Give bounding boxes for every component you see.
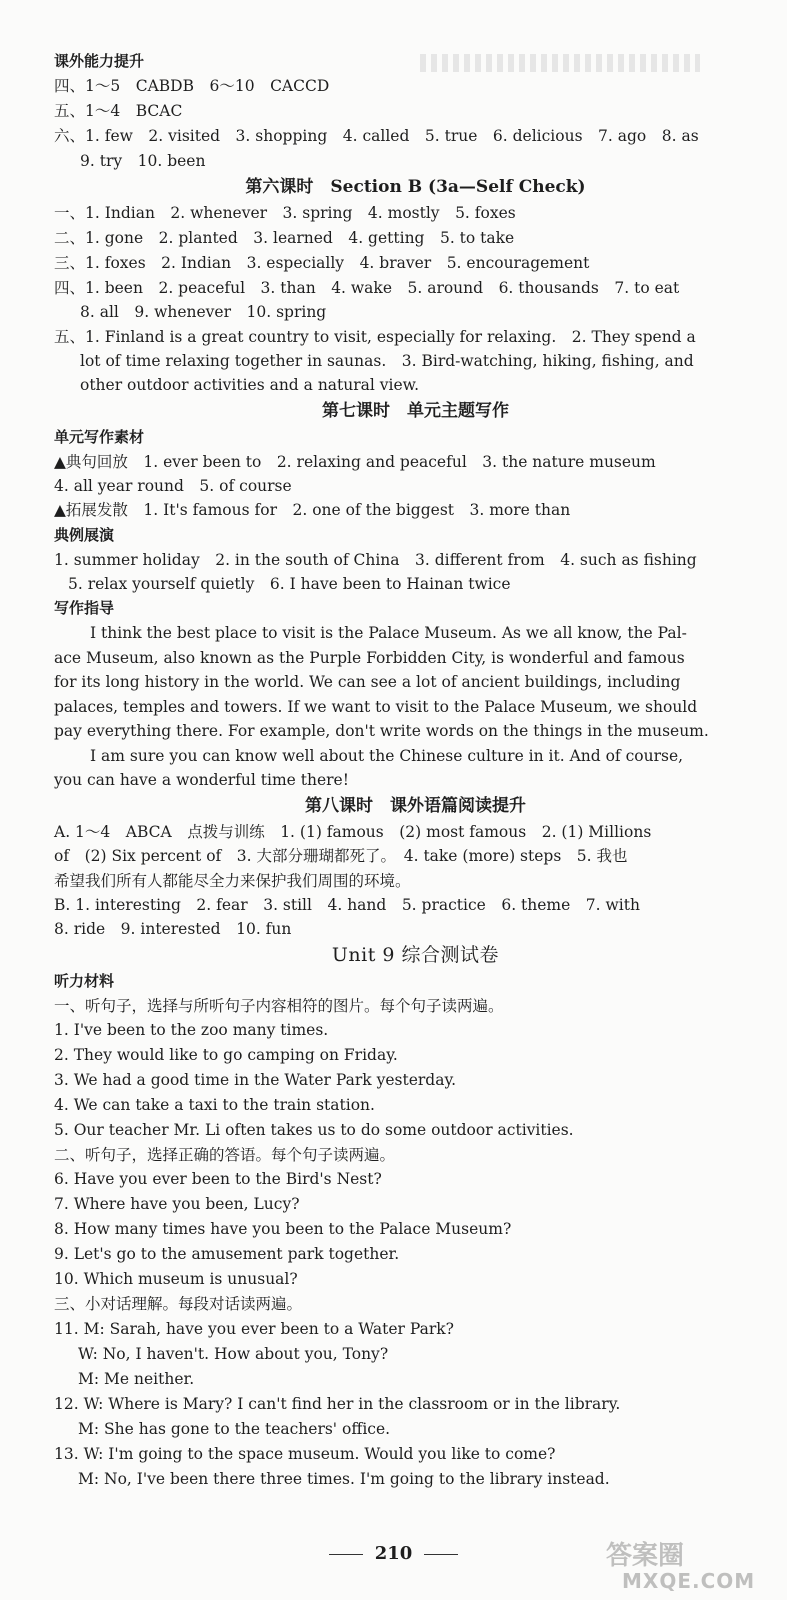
listening-line: 7. Where have you been, Lucy? <box>54 1195 300 1213</box>
answer-line: 4. all year round 5. of course <box>54 477 292 495</box>
section-label: 单元写作素材 <box>54 428 145 446</box>
page-number-dash-right <box>424 1554 458 1555</box>
svg-text:答案圈: 答案圈 <box>606 1541 685 1571</box>
answer-line: B. 1. interesting 2. fear 3. still 4. hand 5. practice 6. theme 7. with <box>54 896 640 914</box>
answer-line: 六、1. few 2. visited 3. shopping 4. called 5. true 6. delicious 7. ago 8. as <box>54 127 699 145</box>
dialogue-line: W: No, I haven't. How about you, Tony? <box>78 1345 389 1363</box>
lesson-heading: 第七课时 单元主题写作 <box>322 401 509 421</box>
listening-line: 4. We can take a taxi to the train station. <box>54 1096 375 1114</box>
lesson-heading: 第六课时 Section B (3a—Self Check) <box>245 177 586 197</box>
answer-line: A. 1～4 ABCA 点拨与训练 1. (1) famous (2) most famous 2. (1) Millions <box>54 823 652 841</box>
answer-line: 三、1. foxes 2. Indian 3. especially 4. braver 5. encouragement <box>54 254 590 272</box>
scan-noise <box>420 54 700 72</box>
section-label: 听力材料 <box>54 972 115 990</box>
listening-line: 3. We had a good time in the Water Park yesterday. <box>54 1071 457 1089</box>
answer-line: other outdoor activities and a natural view. <box>80 376 420 394</box>
essay-line: pay everything there. For example, don't write words on the things in the museum. <box>54 722 709 740</box>
answer-line: 9. try 10. been <box>80 152 206 170</box>
answer-line: 希望我们所有人都能尽全力来保护我们周围的环境。 <box>54 872 411 890</box>
answer-line: 五、1. Finland is a great country to visit, especially for relaxing. 2. They spend a <box>54 328 696 346</box>
watermark-logo <box>600 1534 775 1594</box>
instruction-line: 二、听句子，选择正确的答语。每个句子读两遍。 <box>54 1146 396 1164</box>
essay-line: I am sure you can know well about the Chinese culture in it. And of course, <box>90 747 684 765</box>
section-label: 课外能力提升 <box>54 52 145 70</box>
instruction-line: 三、小对话理解。每段对话读两遍。 <box>54 1295 303 1313</box>
essay-line: palaces, temples and towers. If we want to visit to the Palace Museum, we should <box>54 698 698 716</box>
listening-line: 8. How many times have you been to the Palace Museum? <box>54 1220 512 1238</box>
dialogue-line: 13. W: I'm going to the space museum. Would you like to come? <box>54 1445 556 1463</box>
dialogue-line: M: No, I've been there three times. I'm going to the library instead. <box>78 1470 610 1488</box>
answer-line: ▲典句回放 1. ever been to 2. relaxing and peaceful 3. the nature museum <box>54 453 656 471</box>
listening-line: 5. Our teacher Mr. Li often takes us to do some outdoor activities. <box>54 1121 574 1139</box>
page-number-dash-left <box>329 1554 363 1555</box>
lesson-heading: 第八课时 课外语篇阅读提升 <box>305 796 526 816</box>
section-label: 典例展演 <box>54 526 115 544</box>
dialogue-line: 11. M: Sarah, have you ever been to a Water Park? <box>54 1320 454 1338</box>
section-label: 写作指导 <box>54 599 115 617</box>
instruction-line: 一、听句子，选择与所听句子内容相符的图片。每个句子读两遍。 <box>54 997 504 1015</box>
answer-line: 5. relax yourself quietly 6. I have been to Hainan twice <box>68 575 511 593</box>
page-number-value: 210 <box>374 1543 413 1564</box>
answer-line: of (2) Six percent of 3. 大部分珊瑚都死了。 4. take (more) steps 5. 我也 <box>54 847 628 865</box>
answer-line: 8. ride 9. interested 10. fun <box>54 920 292 938</box>
dialogue-line: M: She has gone to the teachers' office. <box>78 1420 391 1438</box>
listening-line: 10. Which museum is unusual? <box>54 1270 298 1288</box>
svg-text:MXQE.COM: MXQE.COM <box>622 1569 756 1593</box>
listening-line: 2. They would like to go camping on Friday. <box>54 1046 398 1064</box>
essay-line: I think the best place to visit is the Palace Museum. As we all know, the Pal- <box>90 624 687 642</box>
essay-line: you can have a wonderful time there! <box>54 771 349 789</box>
dialogue-line: 12. W: Where is Mary? I can't find her in the classroom or in the library. <box>54 1395 621 1413</box>
answer-line: 五、1～4 BCAC <box>54 102 183 120</box>
answer-line: 四、1. been 2. peaceful 3. than 4. wake 5. around 6. thousands 7. to eat <box>54 279 680 297</box>
essay-line: for its long history in the world. We can see a lot of ancient buildings, including <box>54 673 681 691</box>
listening-line: 6. Have you ever been to the Bird's Nest? <box>54 1170 382 1188</box>
dialogue-line: M: Me neither. <box>78 1370 195 1388</box>
essay-line: ace Museum, also known as the Purple Forbidden City, is wonderful and famous <box>54 649 685 667</box>
listening-line: 9. Let's go to the amusement park together. <box>54 1245 400 1263</box>
answer-line: 1. summer holiday 2. in the south of China 3. different from 4. such as fishing <box>54 551 697 569</box>
test-title: Unit 9 综合测试卷 <box>331 944 500 966</box>
answer-line: lot of time relaxing together in saunas. 3. Bird-watching, hiking, fishing, and <box>80 352 694 370</box>
answer-line: 8. all 9. whenever 10. spring <box>80 303 327 321</box>
answer-line: 一、1. Indian 2. whenever 3. spring 4. mostly 5. foxes <box>54 204 516 222</box>
listening-line: 1. I've been to the zoo many times. <box>54 1021 329 1039</box>
answer-line: 四、1～5 CABDB 6～10 CACCD <box>54 77 330 95</box>
answer-line: 二、1. gone 2. planted 3. learned 4. getting 5. to take <box>54 229 515 247</box>
answer-line: ▲拓展发散 1. It's famous for 2. one of the biggest 3. more than <box>54 501 571 519</box>
